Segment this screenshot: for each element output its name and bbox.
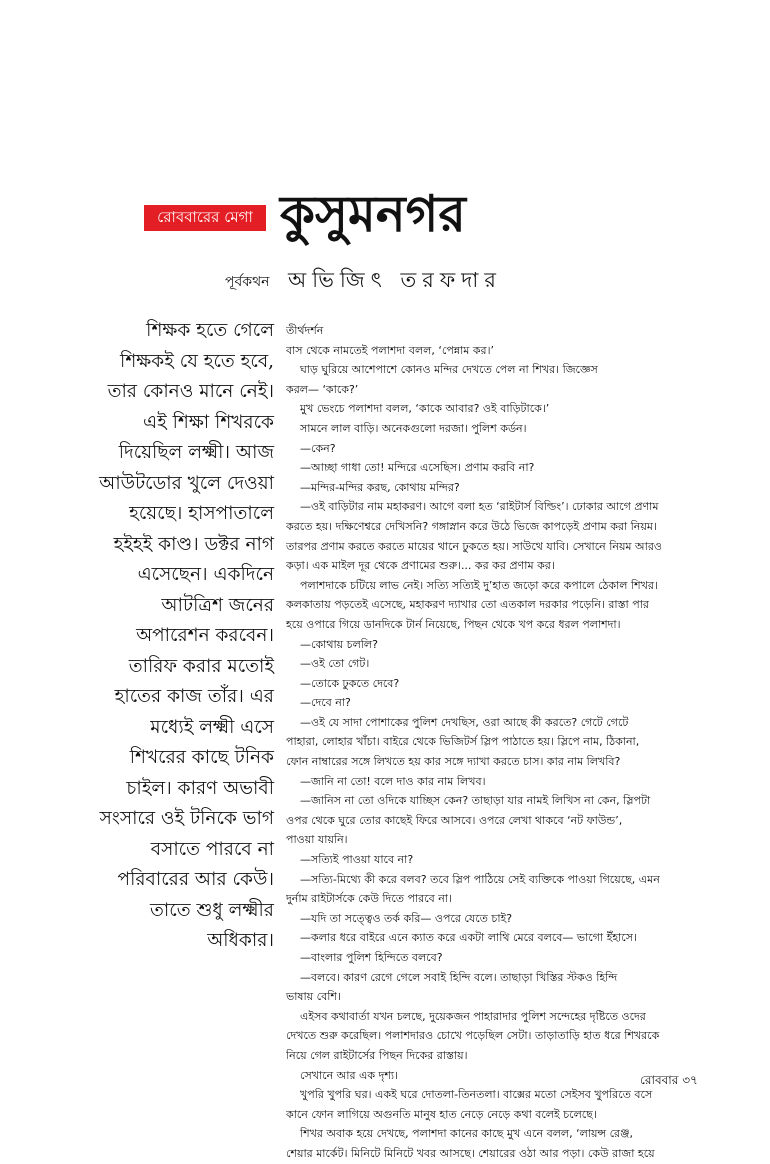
- body-line: —ওই তো গেট।: [300, 657, 370, 671]
- body-line: ওপর থেকে ঘুরে তোর কাছেই ফিরে আসবে। ওপরে লেখা থাকবে ‘নট ফাউন্ড’,: [286, 813, 623, 827]
- pull-quote: [60, 316, 274, 957]
- body-line: —তোকে ঢুকতে দেবে?: [300, 676, 400, 690]
- pull-quote-line: হয়েছে। হাসপাতালে: [129, 503, 274, 524]
- body-line: হয়ে ওপারে গিয়ে ডানদিকে টার্ন নিয়েছে, পিছন থেকে খপ করে ধরল পলাশদা।: [286, 617, 621, 631]
- body-line: —বলবে। কারণ রেগে গেলে সবাই হিন্দি বলে। তাছাড়া খিস্তির স্টকও হিন্দি: [300, 970, 618, 984]
- pull-quote-line: চাইল। কারণ অভাবী: [126, 777, 274, 799]
- body-line: —মন্দির-মন্দির করছ, কোথায় মন্দির?: [300, 480, 460, 494]
- pull-quote-line: শিক্ষক হতে গেলে: [146, 320, 274, 341]
- previously-label: পূর্বকথন: [225, 274, 270, 290]
- body-line: —ওই বাড়িটার নাম মহাকরণ। আগে বলা হত ‘রাইটার্স বিল্ডিং’। ঢোকার আগে প্রণাম: [300, 500, 659, 514]
- pull-quote-line: তার কোনও মানে নেই।: [107, 381, 274, 402]
- body-line: সেখানে আর এক দৃশ্য।: [300, 1068, 398, 1082]
- series-badge: রোববারের মেগা: [144, 205, 266, 231]
- body-line: তারপর প্রণাম করতে করতে মায়ের থানে ঢুকতে হয়। সাউথে যাবি। সেখানে নিয়ম আরও: [286, 539, 663, 553]
- pull-quote-line: অধিকার।: [207, 930, 274, 951]
- body-line: শিখর অবাক হয়ে দেখছে, পলাশদা কানের কাছে মুখ এনে বলল, ‘লায়ন্স রেঞ্জ,: [300, 1127, 634, 1141]
- body-line: —বাংলার পুলিশ হিন্দিতে বলবে?: [300, 951, 443, 964]
- body-line: ঘাড় ঘুরিয়ে আশেপাশে কোনও মন্দির দেখতে পেল না শিখর। জিজ্ঞেস: [300, 363, 598, 377]
- page-footer: রোববার ৩৭: [640, 1073, 698, 1087]
- body-line: —কলার ধরে বাইরে এনে ক্যাত করে একটা লাথি মেরে বলবে— ভাগো ইঁহাসে।: [300, 931, 637, 945]
- body-line: শেয়ার মার্কেট। মিনিটে মিনিটে খবর আসছে। শেয়ারের ওঠা আর পড়া। কেউ রাজা হয়ে: [286, 1146, 655, 1160]
- pull-quote-line: শিক্ষকই যে হতে হবে,: [120, 350, 274, 372]
- pull-quote-line: পরিবারের আর কেউ।: [117, 869, 274, 890]
- body-line: —সত্যিই পাওয়া যাবে না?: [300, 853, 414, 867]
- body-line: সামনে লাল বাড়ি। অনেকগুলো দরজা। পুলিশ কর্ডন।: [300, 421, 527, 435]
- pull-quote-line: মধ্যেই লক্ষ্মী এসে: [150, 716, 274, 738]
- body-line: এইসব কথাবার্তা যখন চলছে, দুয়েকজন পাহারাদার পুলিশ সন্দেহের দৃষ্টিতে ওদের: [300, 1009, 646, 1023]
- pull-quote-line: সংসারে ওই টনিকে ভাগ: [99, 808, 274, 829]
- body-line: কলকাতায় পড়তেই এসেছে, মহাকরণ দ্যাখার তো এতকাল দরকার পড়েনি। রাস্তা পার: [286, 598, 649, 612]
- body-line: —জানিস না তো ওদিকে যাচ্ছিস কেন? তাছাড়া যার নামই লিখিস না কেন, স্লিপটা: [300, 794, 651, 808]
- body-line: —দেবে না?: [300, 696, 351, 710]
- pull-quote-line: হাতের কাজ তাঁর। এর: [114, 686, 274, 707]
- body-line: পাওয়া যায়নি।: [286, 833, 348, 847]
- body-line: দুর্নাম রাইটার্সকে কেউ দিতে পারবে না।: [286, 892, 452, 906]
- body-line: মুখ ভেংচে পলাশদা বলল, ‘কাকে আবার? ওই বাড়িটাকে।’: [300, 402, 550, 416]
- story-body: [286, 321, 758, 1164]
- author-name: অভিজিৎ তরফদার: [288, 268, 502, 292]
- body-line: পাহারা, লোহার খাঁচা। বাইরে থেকে ভিজিটর্স স্লিপ পাঠাতে হয়। স্লিপে নাম, ঠিকানা,: [286, 735, 640, 749]
- body-line: দেখতে শুরু করেছিল। পলাশদারও চোখে পড়েছিল সেটা। তাড়াতাড়ি হাত ধরে শিখরকে: [286, 1029, 660, 1043]
- body-line: কড়া। এক মাইল দূর থেকে প্রণামের শুরু।... কর কর প্রণাম কর।: [286, 559, 555, 573]
- pull-quote-line: তাতে শুধু লক্ষ্মীর: [150, 899, 274, 921]
- body-line: —সত্যি-মিথ্যে কী করে বলব? তবে স্লিপ পাঠিয়ে সেই ব্যক্তিকে পাওয়া গিয়েছে, এমন: [300, 872, 660, 886]
- pull-quote-line: এই শিক্ষা শিখরকে: [143, 411, 274, 433]
- pull-quote-line: শিখরের কাছে টনিক: [129, 747, 274, 768]
- pull-quote-line: আউটডোর খুলে দেওয়া: [99, 472, 274, 494]
- body-line: বাস থেকে নামতেই পলাশদা বলল, ‘পেন্নাম কর।’: [286, 343, 495, 357]
- story-title: কুসুমনগর: [280, 185, 466, 243]
- body-line: কানে ফোন লাগিয়ে অগুনতি মানুষ হাত নেড়ে নেড়ে কথা বলেই চলেছে।: [286, 1107, 597, 1121]
- pull-quote-line: দিয়েছিল লক্ষ্মী। আজ: [118, 442, 274, 463]
- body-line: —যদি তা সত্ত্বেও তর্ক করি— ওপরে যেতে চাই?: [300, 911, 513, 925]
- pull-quote-line: হইহই কাণ্ড। ডক্টর নাগ: [113, 533, 274, 555]
- pull-quote-line: এসেছেন। একদিনে: [137, 564, 274, 585]
- body-line: —কেন?: [300, 441, 336, 455]
- pull-quote-line: তারিফ করার মতোই: [128, 655, 274, 677]
- body-line: করল— ‘কাকে?’: [286, 382, 359, 396]
- body-line: —কোথায় চললি?: [300, 637, 378, 651]
- pull-quote-line: অপারেশন করবেন।: [136, 625, 274, 646]
- section-heading: তীর্থদর্শন: [286, 324, 324, 337]
- body-line: নিয়ে গেল রাইটার্সের পিছন দিকের রাস্তায়।: [286, 1048, 468, 1062]
- body-line: —আচ্ছা গাধা তো! মন্দিরে এসেছিস। প্রণাম করবি না?: [300, 461, 535, 475]
- body-line: —ওই যে সাদা পোশাকের পুলিশ দেখছিস, ওরা আছে কী করতে? গেটে গেটে: [300, 715, 629, 729]
- pull-quote-line: বসাতে পারবে না: [150, 838, 274, 860]
- body-line: করতে হয়। দক্ষিণেশ্বরে দেখিসনি? গঙ্গাস্নান করে উঠে ভিজে কাপড়েই প্রণাম করা নিয়ম।: [286, 519, 657, 533]
- body-line: ফোন নাম্বারের সঙ্গে লিখতে হয় কার সঙ্গে দ্যাখা করতে চাস। কার নাম লিখবি?: [286, 755, 621, 769]
- body-line: —জানি না তো! বলে দাও কার নাম লিখব।: [300, 774, 486, 788]
- body-line: খুপরি খুপরি ঘর। একই ঘরে দোতলা-তিনতলা। বাক্সের মতো সেইসব খুপরিতে বসে: [300, 1088, 653, 1102]
- body-line: ভাষায় বেশি।: [286, 990, 341, 1004]
- body-line: পলাশদাকে চটিয়ে লাভ নেই। সত্যি সত্যিই দু’হাত জড়ো করে কপালে ঠেকাল শিখর।: [300, 578, 658, 592]
- pull-quote-line: আটত্রিশ জনের: [161, 594, 274, 616]
